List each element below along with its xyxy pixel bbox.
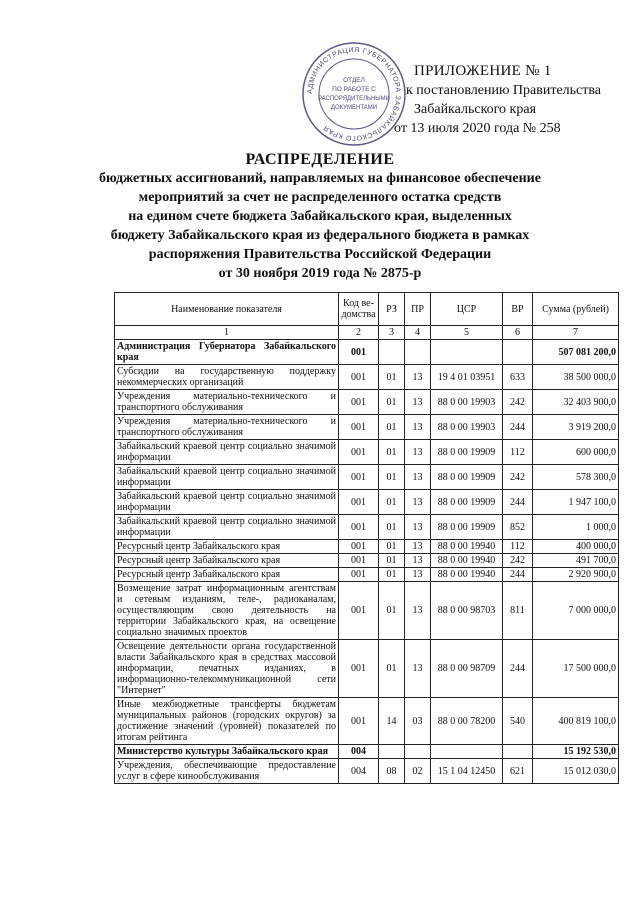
cell-sum: 15 012 030,0: [533, 759, 619, 784]
col-number: 6: [503, 326, 533, 340]
cell-pr: 13: [405, 465, 431, 490]
col-header-sum: Сумма (рублей): [533, 293, 619, 326]
table-header-row: [115, 293, 619, 326]
title-line: на едином счете бюджета Забайкальского края, выделенных: [128, 209, 512, 224]
cell-rz: 14: [379, 698, 405, 745]
table-row: [115, 440, 619, 465]
cell-dept: 001: [339, 640, 379, 698]
cell-dept: 001: [339, 568, 379, 582]
cell-dept: 001: [339, 515, 379, 540]
cell-name: Забайкальский краевой центр социально значимой информации: [115, 490, 339, 515]
cell-vr: 811: [503, 582, 533, 640]
cell-dept: 001: [339, 540, 379, 554]
cell-csr: 88 0 00 19903: [431, 390, 503, 415]
cell-name: Министерство культуры Забайкальского края: [115, 745, 339, 759]
cell-csr: 88 0 00 19940: [431, 568, 503, 582]
col-header-name: Наименование показателя: [115, 293, 339, 326]
cell-name: Иные межбюджетные трансферты бюджетам муниципальных районов (городских округов) за достижение значений (уровней) показателей по итогам рейтинга: [115, 698, 339, 745]
col-number: 4: [405, 326, 431, 340]
cell-csr: 15 1 04 12450: [431, 759, 503, 784]
table-row: [115, 340, 619, 365]
cell-rz: 01: [379, 582, 405, 640]
annex-line: к постановлению Правительства: [406, 83, 602, 98]
cell-rz: 01: [379, 554, 405, 568]
cell-name: Забайкальский краевой центр социально значимой информации: [115, 515, 339, 540]
cell-csr: 88 0 00 19909: [431, 440, 503, 465]
cell-dept: 001: [339, 440, 379, 465]
annex-line: Забайкальского края: [414, 102, 537, 117]
cell-name: Возмещение затрат информационным агентствам и сетевым изданиям, теле-, радиоканалам, осуществляющим свою деятельность на территории Забайкальского края, на освещение социально значимых проектов: [115, 582, 339, 640]
table-row: [115, 515, 619, 540]
cell-csr: 88 0 00 19909: [431, 490, 503, 515]
document-title: [60, 150, 580, 283]
cell-sum: 578 300,0: [533, 465, 619, 490]
annex-block: [392, 62, 627, 138]
col-header-vr: ВР: [503, 293, 533, 326]
cell-vr: 244: [503, 640, 533, 698]
cell-sum: 491 700,0: [533, 554, 619, 568]
cell-csr: 88 0 00 98709: [431, 640, 503, 698]
cell-csr: [431, 745, 503, 759]
cell-dept: 001: [339, 554, 379, 568]
cell-pr: 13: [405, 415, 431, 440]
table-number-row: [115, 326, 619, 340]
col-number: 2: [339, 326, 379, 340]
cell-csr: 19 4 01 03951: [431, 365, 503, 390]
cell-csr: 88 0 00 19909: [431, 465, 503, 490]
cell-name: Забайкальский краевой центр социально значимой информации: [115, 465, 339, 490]
cell-vr: 112: [503, 540, 533, 554]
cell-sum: 2 920 900,0: [533, 568, 619, 582]
cell-rz: 01: [379, 490, 405, 515]
cell-csr: 88 0 00 78200: [431, 698, 503, 745]
cell-csr: 88 0 00 19940: [431, 554, 503, 568]
cell-pr: [405, 340, 431, 365]
cell-vr: 242: [503, 554, 533, 568]
table-row: [115, 568, 619, 582]
cell-sum: 38 500 000,0: [533, 365, 619, 390]
cell-dept: 001: [339, 490, 379, 515]
title-heading: РАСПРЕДЕЛЕНИЕ: [245, 151, 395, 168]
cell-rz: 01: [379, 415, 405, 440]
cell-sum: 400 000,0: [533, 540, 619, 554]
cell-csr: 88 0 00 98703: [431, 582, 503, 640]
annex-date: от 13 июля 2020 года № 258: [394, 121, 561, 136]
table-row: [115, 390, 619, 415]
cell-csr: 88 0 00 19909: [431, 515, 503, 540]
cell-rz: 01: [379, 390, 405, 415]
table-row: [115, 745, 619, 759]
cell-name: Субсидии на государственную поддержку некоммерческих организаций: [115, 365, 339, 390]
cell-pr: [405, 745, 431, 759]
col-header-pr: ПР: [405, 293, 431, 326]
title-line: от 30 ноября 2019 года № 2875-р: [218, 266, 422, 281]
cell-vr: 244: [503, 415, 533, 440]
cell-name: Забайкальский краевой центр социально значимой информации: [115, 440, 339, 465]
stamp-text: РАСПОРЯДИТЕЛЬНЫМИ: [318, 96, 390, 102]
col-header-rz: РЗ: [379, 293, 405, 326]
cell-sum: 600 000,0: [533, 440, 619, 465]
table-row: [115, 640, 619, 698]
cell-sum: 15 192 530,0: [533, 745, 619, 759]
stamp-ring-text: АДМИНИСТРАЦИЯ ГУБЕРНАТОРА ЗАБАЙКАЛЬСКОГО КРАЯ: [306, 46, 402, 142]
cell-pr: 13: [405, 540, 431, 554]
cell-dept: 004: [339, 745, 379, 759]
cell-pr: 13: [405, 568, 431, 582]
cell-vr: 633: [503, 365, 533, 390]
cell-dept: 001: [339, 415, 379, 440]
cell-vr: [503, 340, 533, 365]
cell-pr: 02: [405, 759, 431, 784]
cell-rz: 01: [379, 515, 405, 540]
table-row: [115, 582, 619, 640]
title-line: бюджетных ассигнований, направляемых на финансовое обеспечение: [99, 171, 541, 186]
annex-title: ПРИЛОЖЕНИЕ № 1: [414, 63, 552, 79]
official-stamp: [300, 40, 408, 148]
cell-csr: 88 0 00 19940: [431, 540, 503, 554]
cell-vr: 244: [503, 568, 533, 582]
svg-text:АДМИНИСТРАЦИЯ ГУБЕРНАТОРА ЗАБА: [307, 47, 401, 141]
cell-pr: 13: [405, 582, 431, 640]
title-line: мероприятий за счет не распределенного остатка средств: [138, 190, 502, 205]
table-row: [115, 365, 619, 390]
cell-dept: 001: [339, 390, 379, 415]
cell-vr: 621: [503, 759, 533, 784]
cell-pr: 13: [405, 515, 431, 540]
cell-rz: 01: [379, 540, 405, 554]
col-number: 5: [431, 326, 503, 340]
cell-pr: 13: [405, 640, 431, 698]
cell-pr: 13: [405, 390, 431, 415]
table-row: [115, 759, 619, 784]
cell-rz: 08: [379, 759, 405, 784]
stamp-text: ОТДЕЛ: [343, 77, 365, 84]
col-header-dept: Код ве-домства: [339, 293, 379, 326]
col-header-csr: ЦСР: [431, 293, 503, 326]
cell-dept: 001: [339, 340, 379, 365]
cell-vr: 852: [503, 515, 533, 540]
cell-name: Учреждения материально-технического и транспортного обслуживания: [115, 415, 339, 440]
table-row: [115, 415, 619, 440]
cell-name: Учреждения материально-технического и транспортного обслуживания: [115, 390, 339, 415]
cell-pr: 13: [405, 440, 431, 465]
cell-sum: 400 819 100,0: [533, 698, 619, 745]
table-row: [115, 465, 619, 490]
cell-rz: [379, 340, 405, 365]
cell-name: Освещение деятельности органа государственной власти Забайкальского края в средствах массовой информации, печатных изданиях, в информационно-телекоммуникационной сети "Интернет": [115, 640, 339, 698]
cell-pr: 13: [405, 490, 431, 515]
cell-rz: 01: [379, 465, 405, 490]
cell-name: Ресурсный центр Забайкальского края: [115, 540, 339, 554]
cell-sum: 7 000 000,0: [533, 582, 619, 640]
cell-sum: 507 081 200,0: [533, 340, 619, 365]
cell-dept: 001: [339, 698, 379, 745]
cell-vr: 242: [503, 390, 533, 415]
cell-pr: 13: [405, 365, 431, 390]
cell-name: Ресурсный центр Забайкальского края: [115, 568, 339, 582]
cell-sum: 32 403 900,0: [533, 390, 619, 415]
title-line: бюджету Забайкальского края из федерального бюджета в рамках: [110, 228, 530, 243]
cell-rz: 01: [379, 365, 405, 390]
table-row: [115, 554, 619, 568]
cell-rz: 01: [379, 440, 405, 465]
cell-name: Администрация Губернатора Забайкальского края: [115, 340, 339, 365]
cell-vr: 112: [503, 440, 533, 465]
cell-sum: 3 919 200,0: [533, 415, 619, 440]
col-number: 1: [115, 326, 339, 340]
cell-dept: 001: [339, 582, 379, 640]
cell-csr: 88 0 00 19903: [431, 415, 503, 440]
cell-vr: 242: [503, 465, 533, 490]
stamp-text: ПО РАБОТЕ С: [332, 86, 376, 93]
cell-sum: 1 947 100,0: [533, 490, 619, 515]
title-line: распоряжения Правительства Российской Федерации: [148, 247, 492, 262]
col-number: 3: [379, 326, 405, 340]
allocation-table: [114, 292, 619, 784]
cell-pr: 03: [405, 698, 431, 745]
cell-name: Ресурсный центр Забайкальского края: [115, 554, 339, 568]
table-row: [115, 540, 619, 554]
cell-dept: 001: [339, 365, 379, 390]
table-row: [115, 490, 619, 515]
col-number: 7: [533, 326, 619, 340]
cell-name: Учреждения, обеспечивающие предоставление услуг в сфере кинообслуживания: [115, 759, 339, 784]
cell-sum: 1 000,0: [533, 515, 619, 540]
cell-sum: 17 500 000,0: [533, 640, 619, 698]
cell-dept: 004: [339, 759, 379, 784]
cell-vr: 540: [503, 698, 533, 745]
stamp-text: ДОКУМЕНТАМИ: [330, 105, 378, 111]
cell-csr: [431, 340, 503, 365]
cell-rz: 01: [379, 568, 405, 582]
cell-pr: 13: [405, 554, 431, 568]
cell-dept: 001: [339, 465, 379, 490]
cell-rz: 01: [379, 640, 405, 698]
table-row: [115, 698, 619, 745]
cell-vr: [503, 745, 533, 759]
cell-rz: [379, 745, 405, 759]
cell-vr: 244: [503, 490, 533, 515]
